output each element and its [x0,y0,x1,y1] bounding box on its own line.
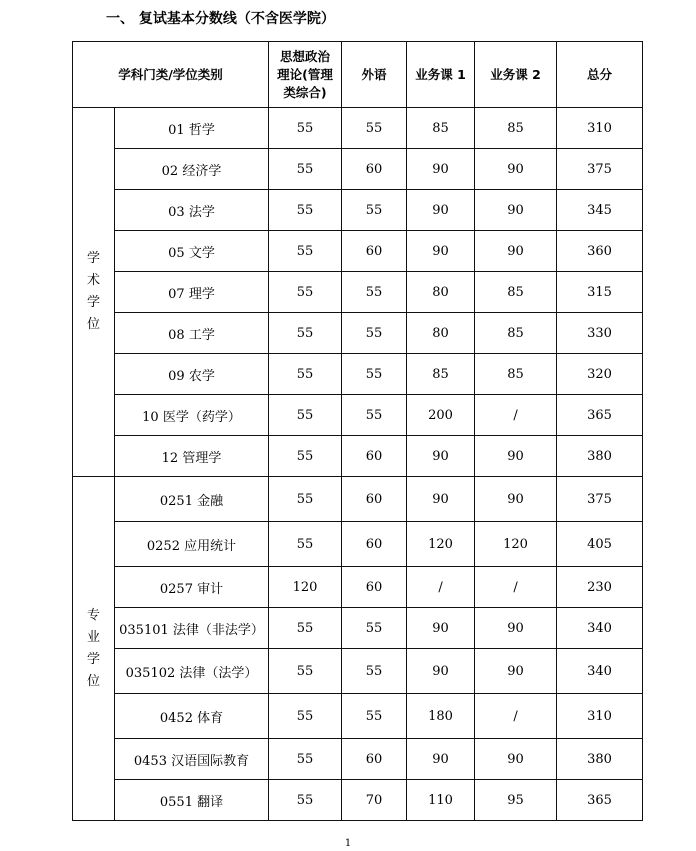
cell-name: 0252 应用统计 [115,522,269,567]
cell-politics: 55 [269,436,342,477]
cell-course2: / [475,694,557,739]
table-row [73,436,643,477]
cell-total: 365 [557,395,643,436]
table-row [73,354,643,395]
cell-name: 0452 体育 [115,694,269,739]
cell-course2: 85 [475,272,557,313]
cell-name: 09 农学 [115,354,269,395]
cell-course2: 90 [475,477,557,522]
cell-course2: 90 [475,149,557,190]
cell-foreign: 55 [342,272,407,313]
cell-course1: / [407,567,475,608]
table-row [73,649,643,694]
cell-politics: 55 [269,313,342,354]
cell-total: 365 [557,780,643,821]
cell-name: 035102 法律（法学） [115,649,269,694]
table-row [73,231,643,272]
cell-course1: 90 [407,190,475,231]
cell-course1: 90 [407,149,475,190]
cell-total: 380 [557,436,643,477]
cell-politics: 55 [269,354,342,395]
cell-total: 405 [557,522,643,567]
cell-foreign: 70 [342,780,407,821]
cell-name: 0551 翻译 [115,780,269,821]
cell-course1: 80 [407,272,475,313]
cell-course2: / [475,567,557,608]
cell-foreign: 60 [342,739,407,780]
header-category: 学科门类/学位类别 [73,42,269,108]
cell-foreign: 55 [342,395,407,436]
cell-politics: 55 [269,149,342,190]
cell-name: 0251 金融 [115,477,269,522]
cell-politics: 55 [269,608,342,649]
cell-course2: 85 [475,108,557,149]
table-row [73,780,643,821]
table-row [73,313,643,354]
cell-politics: 55 [269,739,342,780]
cell-politics: 55 [269,108,342,149]
table-row [73,190,643,231]
table-row [73,477,643,522]
cell-foreign: 55 [342,313,407,354]
table-row [73,608,643,649]
table-row [73,108,643,149]
cell-course2: 120 [475,522,557,567]
cell-course2: 90 [475,231,557,272]
cell-course1: 80 [407,313,475,354]
cell-name: 12 管理学 [115,436,269,477]
cell-total: 330 [557,313,643,354]
cell-name: 0453 汉语国际教育 [115,739,269,780]
cell-politics: 55 [269,649,342,694]
score-table [72,41,643,821]
cell-course2: / [475,395,557,436]
group-label-text: 专业学位 [86,607,100,689]
table-body [73,108,643,821]
cell-foreign: 60 [342,477,407,522]
cell-course1: 85 [407,108,475,149]
cell-name: 03 法学 [115,190,269,231]
cell-course1: 120 [407,522,475,567]
header-politics [269,42,342,108]
cell-course2: 90 [475,739,557,780]
cell-course1: 180 [407,694,475,739]
cell-course1: 90 [407,477,475,522]
cell-politics: 55 [269,272,342,313]
cell-foreign: 60 [342,436,407,477]
cell-name: 02 经济学 [115,149,269,190]
cell-politics: 55 [269,190,342,231]
cell-total: 340 [557,608,643,649]
cell-course2: 90 [475,436,557,477]
cell-total: 230 [557,567,643,608]
cell-course1: 90 [407,608,475,649]
cell-politics: 120 [269,567,342,608]
cell-course2: 85 [475,354,557,395]
group-label-1 [73,477,115,821]
cell-course1: 90 [407,739,475,780]
cell-foreign: 55 [342,354,407,395]
cell-politics: 55 [269,477,342,522]
cell-total: 345 [557,190,643,231]
cell-foreign: 55 [342,694,407,739]
header-row [73,42,643,108]
cell-name: 01 哲学 [115,108,269,149]
cell-name: 07 理学 [115,272,269,313]
cell-name: 035101 法律（非法学） [115,608,269,649]
cell-foreign: 60 [342,231,407,272]
cell-politics: 55 [269,395,342,436]
cell-politics: 55 [269,780,342,821]
cell-politics: 55 [269,231,342,272]
cell-course1: 90 [407,436,475,477]
cell-course1: 85 [407,354,475,395]
cell-total: 375 [557,477,643,522]
table-row [73,694,643,739]
cell-foreign: 60 [342,522,407,567]
cell-foreign: 55 [342,108,407,149]
table-row [73,395,643,436]
cell-total: 310 [557,694,643,739]
header-course1: 业务课 1 [407,42,475,108]
cell-foreign: 60 [342,149,407,190]
header-foreign: 外语 [342,42,407,108]
cell-course1: 200 [407,395,475,436]
table-row [73,567,643,608]
cell-course2: 90 [475,608,557,649]
header-course2: 业务课 2 [475,42,557,108]
cell-politics: 55 [269,694,342,739]
cell-total: 340 [557,649,643,694]
cell-total: 360 [557,231,643,272]
cell-course2: 90 [475,190,557,231]
table-row [73,739,643,780]
cell-foreign: 60 [342,567,407,608]
cell-name: 08 工学 [115,313,269,354]
cell-name: 0257 审计 [115,567,269,608]
cell-foreign: 55 [342,190,407,231]
table-row [73,149,643,190]
section-heading: 一、 复试基本分数线（不含医学院） [106,11,335,27]
cell-course1: 110 [407,780,475,821]
cell-name: 05 文学 [115,231,269,272]
cell-total: 310 [557,108,643,149]
table-row [73,272,643,313]
group-label-0 [73,108,115,477]
table-row [73,522,643,567]
cell-foreign: 55 [342,608,407,649]
page-number: 1 [344,838,352,849]
cell-course1: 90 [407,649,475,694]
header-total: 总分 [557,42,643,108]
cell-total: 315 [557,272,643,313]
cell-total: 375 [557,149,643,190]
cell-course2: 95 [475,780,557,821]
cell-total: 380 [557,739,643,780]
group-label-text: 学术学位 [86,251,100,332]
cell-course2: 90 [475,649,557,694]
cell-course2: 85 [475,313,557,354]
cell-name: 10 医学（药学） [115,395,269,436]
header-politics-text: 思想政治理论(管理类综合) [277,48,333,100]
cell-politics: 55 [269,522,342,567]
cell-total: 320 [557,354,643,395]
cell-foreign: 55 [342,649,407,694]
cell-course1: 90 [407,231,475,272]
